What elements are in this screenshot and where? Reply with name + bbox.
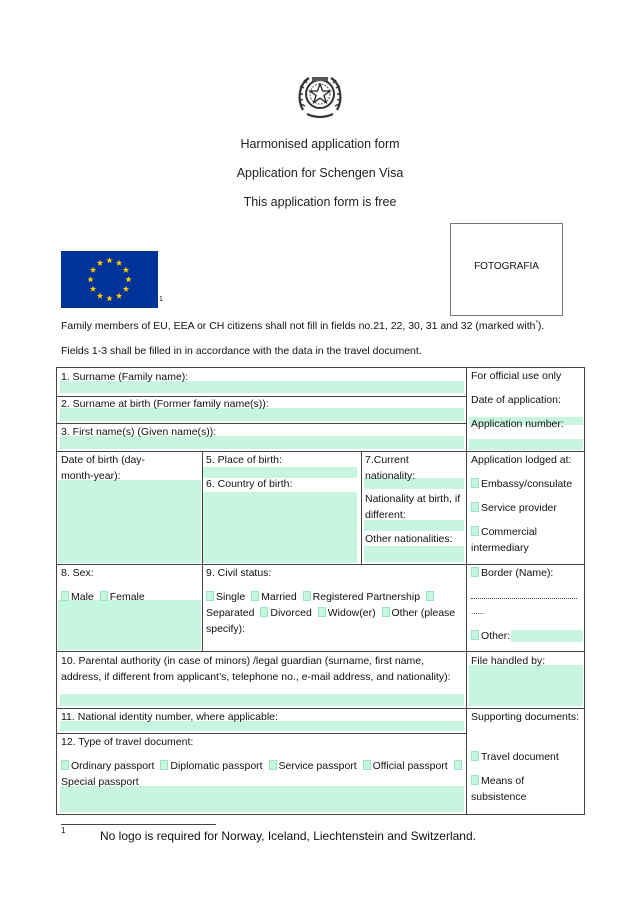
fields-note: Fields 1-3 shall be filled in in accordance with the data in the travel document. <box>61 345 422 357</box>
other-nationalities-label: Other nationalities: <box>365 533 453 545</box>
border-name-line[interactable] <box>471 598 577 599</box>
flag-star <box>116 293 122 299</box>
registered-partnership-checkbox[interactable] <box>303 591 311 601</box>
means-of-subsistence-checkbox[interactable] <box>471 775 479 785</box>
travel-doc-options <box>61 759 464 775</box>
means-of-subsistence-label: Means of subsistence <box>471 775 527 803</box>
application-number-input[interactable] <box>469 439 583 450</box>
file-handled-by-label: File handled by: <box>471 655 546 667</box>
civil-status-row2 <box>206 606 455 622</box>
embassy-option <box>471 477 572 493</box>
single-label: Single <box>216 591 246 603</box>
travel-document-option <box>471 750 559 766</box>
service-provider-checkbox[interactable] <box>471 502 479 512</box>
date-of-application-label: Date of application: <box>471 394 561 406</box>
diplomatic-passport-checkbox[interactable] <box>160 760 168 770</box>
footnote-rule <box>61 824 216 825</box>
border-option <box>471 566 553 582</box>
other-checkbox[interactable] <box>471 630 479 640</box>
other-option <box>471 629 510 645</box>
flag-star <box>116 260 122 266</box>
flag-star <box>90 267 96 273</box>
special-passport-label: Special passport <box>61 776 139 788</box>
single-checkbox[interactable] <box>206 591 214 601</box>
surname-at-birth-label: 2. Surname at birth (Former family name(s)): <box>61 398 269 410</box>
application-form <box>56 367 585 815</box>
male-label: Male <box>71 591 94 603</box>
civil-status-label: 9. Civil status: <box>206 567 272 579</box>
parental-authority-input[interactable] <box>60 694 464 706</box>
parental-authority-label: 10. Parental authority (in case of minors) /legal guardian (surname, first name, address, if different from applicant’s, telephone no., e-mail address, and nationality): <box>61 655 451 683</box>
surname-label: 1. Surname (Family name): <box>61 371 189 383</box>
special-passport-checkbox[interactable] <box>454 760 462 770</box>
flag-footnote-ref: 1 <box>159 296 163 303</box>
family-members-note <box>61 320 544 332</box>
country-of-birth-input[interactable] <box>203 492 357 563</box>
footnote-text: No logo is required for Norway, Iceland, Liechtenstein and Switzerland. <box>100 829 476 843</box>
means-of-subsistence-option <box>471 774 581 805</box>
border-dots: ...... <box>471 607 485 616</box>
female-label: Female <box>109 591 145 603</box>
travel-doc-type-label: 12. Type of travel document: <box>61 736 194 748</box>
commercial-intermediary-checkbox[interactable] <box>471 526 479 536</box>
service-provider-label: Service provider <box>481 502 557 514</box>
separated-label: Separated <box>206 607 255 619</box>
other-label: Other: <box>481 630 511 642</box>
sex-options <box>61 590 145 606</box>
embassy-checkbox[interactable] <box>471 478 479 488</box>
official-use-title: For official use only <box>471 370 562 382</box>
nationality-at-birth-label: Nationality at birth, if different: <box>365 493 461 521</box>
ordinary-passport-checkbox[interactable] <box>61 760 69 770</box>
divorced-label: Divorced <box>270 607 312 619</box>
country-of-birth-label: 6. Country of birth: <box>206 478 293 490</box>
free-notice: This application form is free <box>243 195 397 209</box>
flag-star <box>97 293 103 299</box>
form-subtitle: Application for Schengen Visa <box>236 166 404 180</box>
date-of-birth-input[interactable] <box>58 480 201 563</box>
diplomatic-passport-label: Diplomatic passport <box>170 760 263 772</box>
form-title: Harmonised application form <box>240 137 400 151</box>
border-other-input[interactable] <box>511 630 583 642</box>
family-members-end: ). <box>537 320 545 332</box>
male-checkbox[interactable] <box>61 591 69 601</box>
ordinary-passport-label: Ordinary passport <box>71 760 155 772</box>
specify-label: specify): <box>206 623 246 635</box>
border-label: Border (Name): <box>481 567 554 579</box>
photo-box[interactable] <box>450 223 563 316</box>
female-checkbox[interactable] <box>100 591 108 601</box>
official-passport-label: Official passport <box>372 760 448 772</box>
widower-label: Widow(er) <box>327 607 376 619</box>
other-please-label: Other (please <box>391 607 456 619</box>
flag-star <box>90 286 96 292</box>
supporting-documents-label: Supporting documents: <box>471 711 579 723</box>
flag-star <box>125 276 131 282</box>
other-nationalities-input[interactable] <box>364 546 464 562</box>
asterisk-mark: * <box>535 320 538 327</box>
service-provider-option <box>471 501 557 517</box>
photo-label: FOTOGRAFIA <box>474 261 539 272</box>
first-names-label: 3. First name(s) (Given name(s)): <box>61 426 217 438</box>
national-id-label: 11. National identity number, where applicable: <box>61 711 278 723</box>
registered-partnership-label: Registered Partnership <box>312 591 421 603</box>
commercial-intermediary-option <box>471 525 581 556</box>
flag-star <box>97 260 103 266</box>
travel-document-checkbox[interactable] <box>471 751 479 761</box>
embassy-label: Embassy/consulate <box>481 478 573 490</box>
service-passport-checkbox[interactable] <box>269 760 277 770</box>
sex-extra-field[interactable] <box>58 600 201 650</box>
married-checkbox[interactable] <box>251 591 259 601</box>
commercial-intermediary-label: Commercial intermediary <box>471 526 538 554</box>
footnote-number: 1 <box>61 826 66 835</box>
place-of-birth-label: 5. Place of birth: <box>206 454 282 466</box>
flag-star <box>106 257 112 263</box>
flag-star <box>123 267 129 273</box>
family-members-text: Family members of EU, EEA or CH citizens shall not fill in fields no.21, 22, 30, 31 and 32 (marked with <box>61 320 536 332</box>
date-of-birth-label: Date of birth (day-month-year): <box>61 454 146 482</box>
married-label: Married <box>261 591 297 603</box>
other-civil-checkbox[interactable] <box>382 607 390 617</box>
eu-flag <box>61 251 158 308</box>
sex-label: 8. Sex: <box>61 567 94 579</box>
flag-star <box>87 276 93 282</box>
separated-checkbox[interactable] <box>426 591 434 601</box>
service-passport-label: Service passport <box>278 760 357 772</box>
current-nationality-label: 7.Current nationality: <box>365 454 416 482</box>
file-handled-by-input[interactable] <box>469 665 583 706</box>
civil-status-row1 <box>206 590 436 606</box>
official-passport-checkbox[interactable] <box>363 760 371 770</box>
divorced-checkbox[interactable] <box>260 607 268 617</box>
travel-document-label: Travel document <box>481 751 559 763</box>
lodged-at-label: Application lodged at: <box>471 454 572 466</box>
flag-star <box>123 286 129 292</box>
italian-emblem <box>295 70 345 122</box>
widower-checkbox[interactable] <box>318 607 326 617</box>
border-checkbox[interactable] <box>471 567 479 577</box>
flag-star <box>106 295 112 301</box>
application-number-label: Application number: <box>471 418 564 430</box>
